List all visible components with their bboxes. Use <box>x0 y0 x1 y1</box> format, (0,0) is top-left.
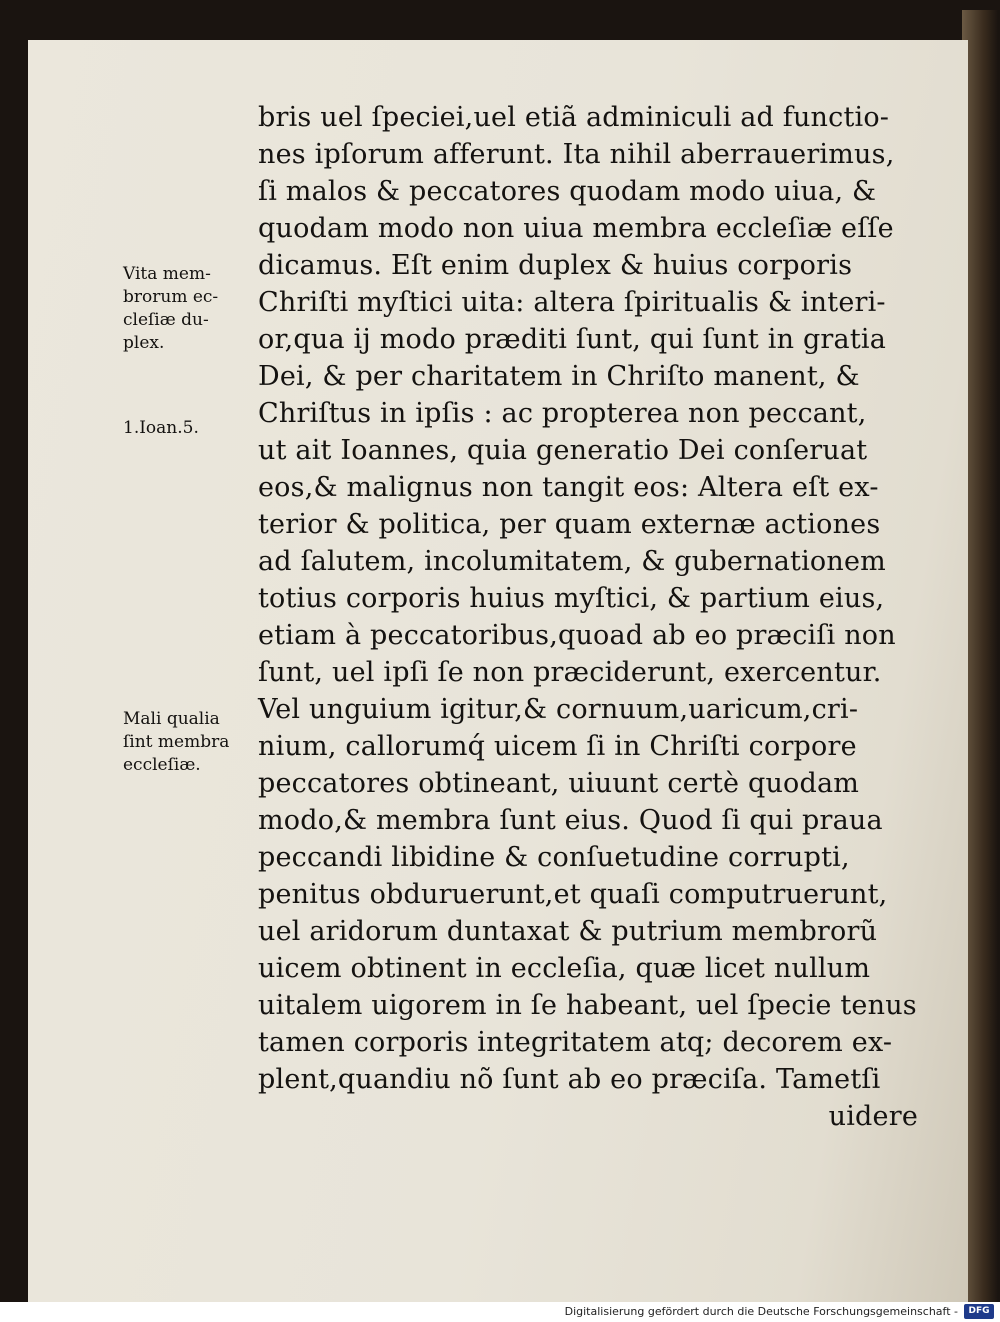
text-line: modo,& membra ſunt eius. Quod ſi qui praua <box>258 805 883 836</box>
text-line: Dei, & per charitatem in Chriſto manent, & <box>258 361 860 392</box>
text-line: uitalem uigorem in ſe habeant, uel ſpecie tenus <box>258 990 917 1021</box>
marginal-note-mali: eccleſiæ. <box>123 755 201 775</box>
text-line: nes ipſorum afferunt. Ita nihil aberrauerimus, <box>258 139 895 170</box>
text-line: dicamus. Eſt enim duplex & huius corporis <box>258 250 853 281</box>
text-line: ſi malos & peccatores quodam modo uiua, & <box>258 176 877 207</box>
marginal-note-mali: Mali qualia <box>123 709 220 729</box>
text-line: penitus obduruerunt,et quaſi computruerunt, <box>258 879 888 910</box>
marginal-note-vita: brorum ec- <box>123 287 219 307</box>
book-page <box>28 40 968 1302</box>
marginal-note-vita: cleſiæ du- <box>123 310 209 330</box>
text-line: uicem obtinent in eccleſia, quæ licet nullum <box>258 953 871 984</box>
dfg-logo: DFG <box>964 1304 994 1319</box>
text-line: Chriſti myſtici uita: altera ſpiritualis & interi- <box>258 287 886 318</box>
text-line: ut ait Ioannes, quia generatio Dei conſeruat <box>258 435 868 466</box>
text-line: Vel unguium igitur,& cornuum,uaricum,cri- <box>258 694 859 725</box>
footer-credit: Digitalisierung gefördert durch die Deutsche Forschungsgemeinschaft - <box>564 1305 958 1318</box>
marginal-note-vita: plex. <box>123 333 165 353</box>
text-line: peccatores obtineant, uiuunt certè quodam <box>258 768 860 799</box>
text-line: tamen corporis integritatem atq; decorem ex- <box>258 1027 893 1058</box>
text-line: bris uel ſpeciei,uel etiã adminiculi ad functio- <box>258 102 890 133</box>
marginal-note-vita: Vita mem- <box>123 264 211 284</box>
text-line: uel aridorum duntaxat & putrium membrorũ <box>258 916 878 947</box>
text-line: etiam à peccatoribus,quoad ab eo præciſi non <box>258 620 896 651</box>
text-line: Chriſtus in ipſis : ac propterea non peccant, <box>258 398 867 429</box>
text-line: quodam modo non uiua membra eccleſiæ eſſe <box>258 213 894 244</box>
marginal-note-ioan: 1.Ioan.5. <box>123 418 199 438</box>
footer-bar <box>0 1302 1000 1322</box>
text-line: ad ſalutem, incolumitatem, & gubernationem <box>258 546 886 577</box>
text-line: totius corporis huius myſtici, & partium eius, <box>258 583 885 614</box>
text-line: terior & politica, per quam externæ actiones <box>258 509 881 540</box>
catchword: uidere <box>828 1101 918 1132</box>
text-line: or,qua ij modo præditi ſunt, qui ſunt in gratia <box>258 324 887 355</box>
marginal-note-mali: ſint membra <box>123 732 230 752</box>
text-line: eos,& malignus non tangit eos: Altera eſt ex- <box>258 472 879 503</box>
text-line: plent,quandiu nõ ſunt ab eo præciſa. Tametſi <box>258 1064 881 1095</box>
text-line: peccandi libidine & conſuetudine corrupti, <box>258 842 850 873</box>
text-line: ſunt, uel ipſi ſe non præciderunt, exercentur. <box>258 657 882 688</box>
text-line: nium, callorumq́ uicem ſi in Chriſti corpore <box>258 731 857 762</box>
